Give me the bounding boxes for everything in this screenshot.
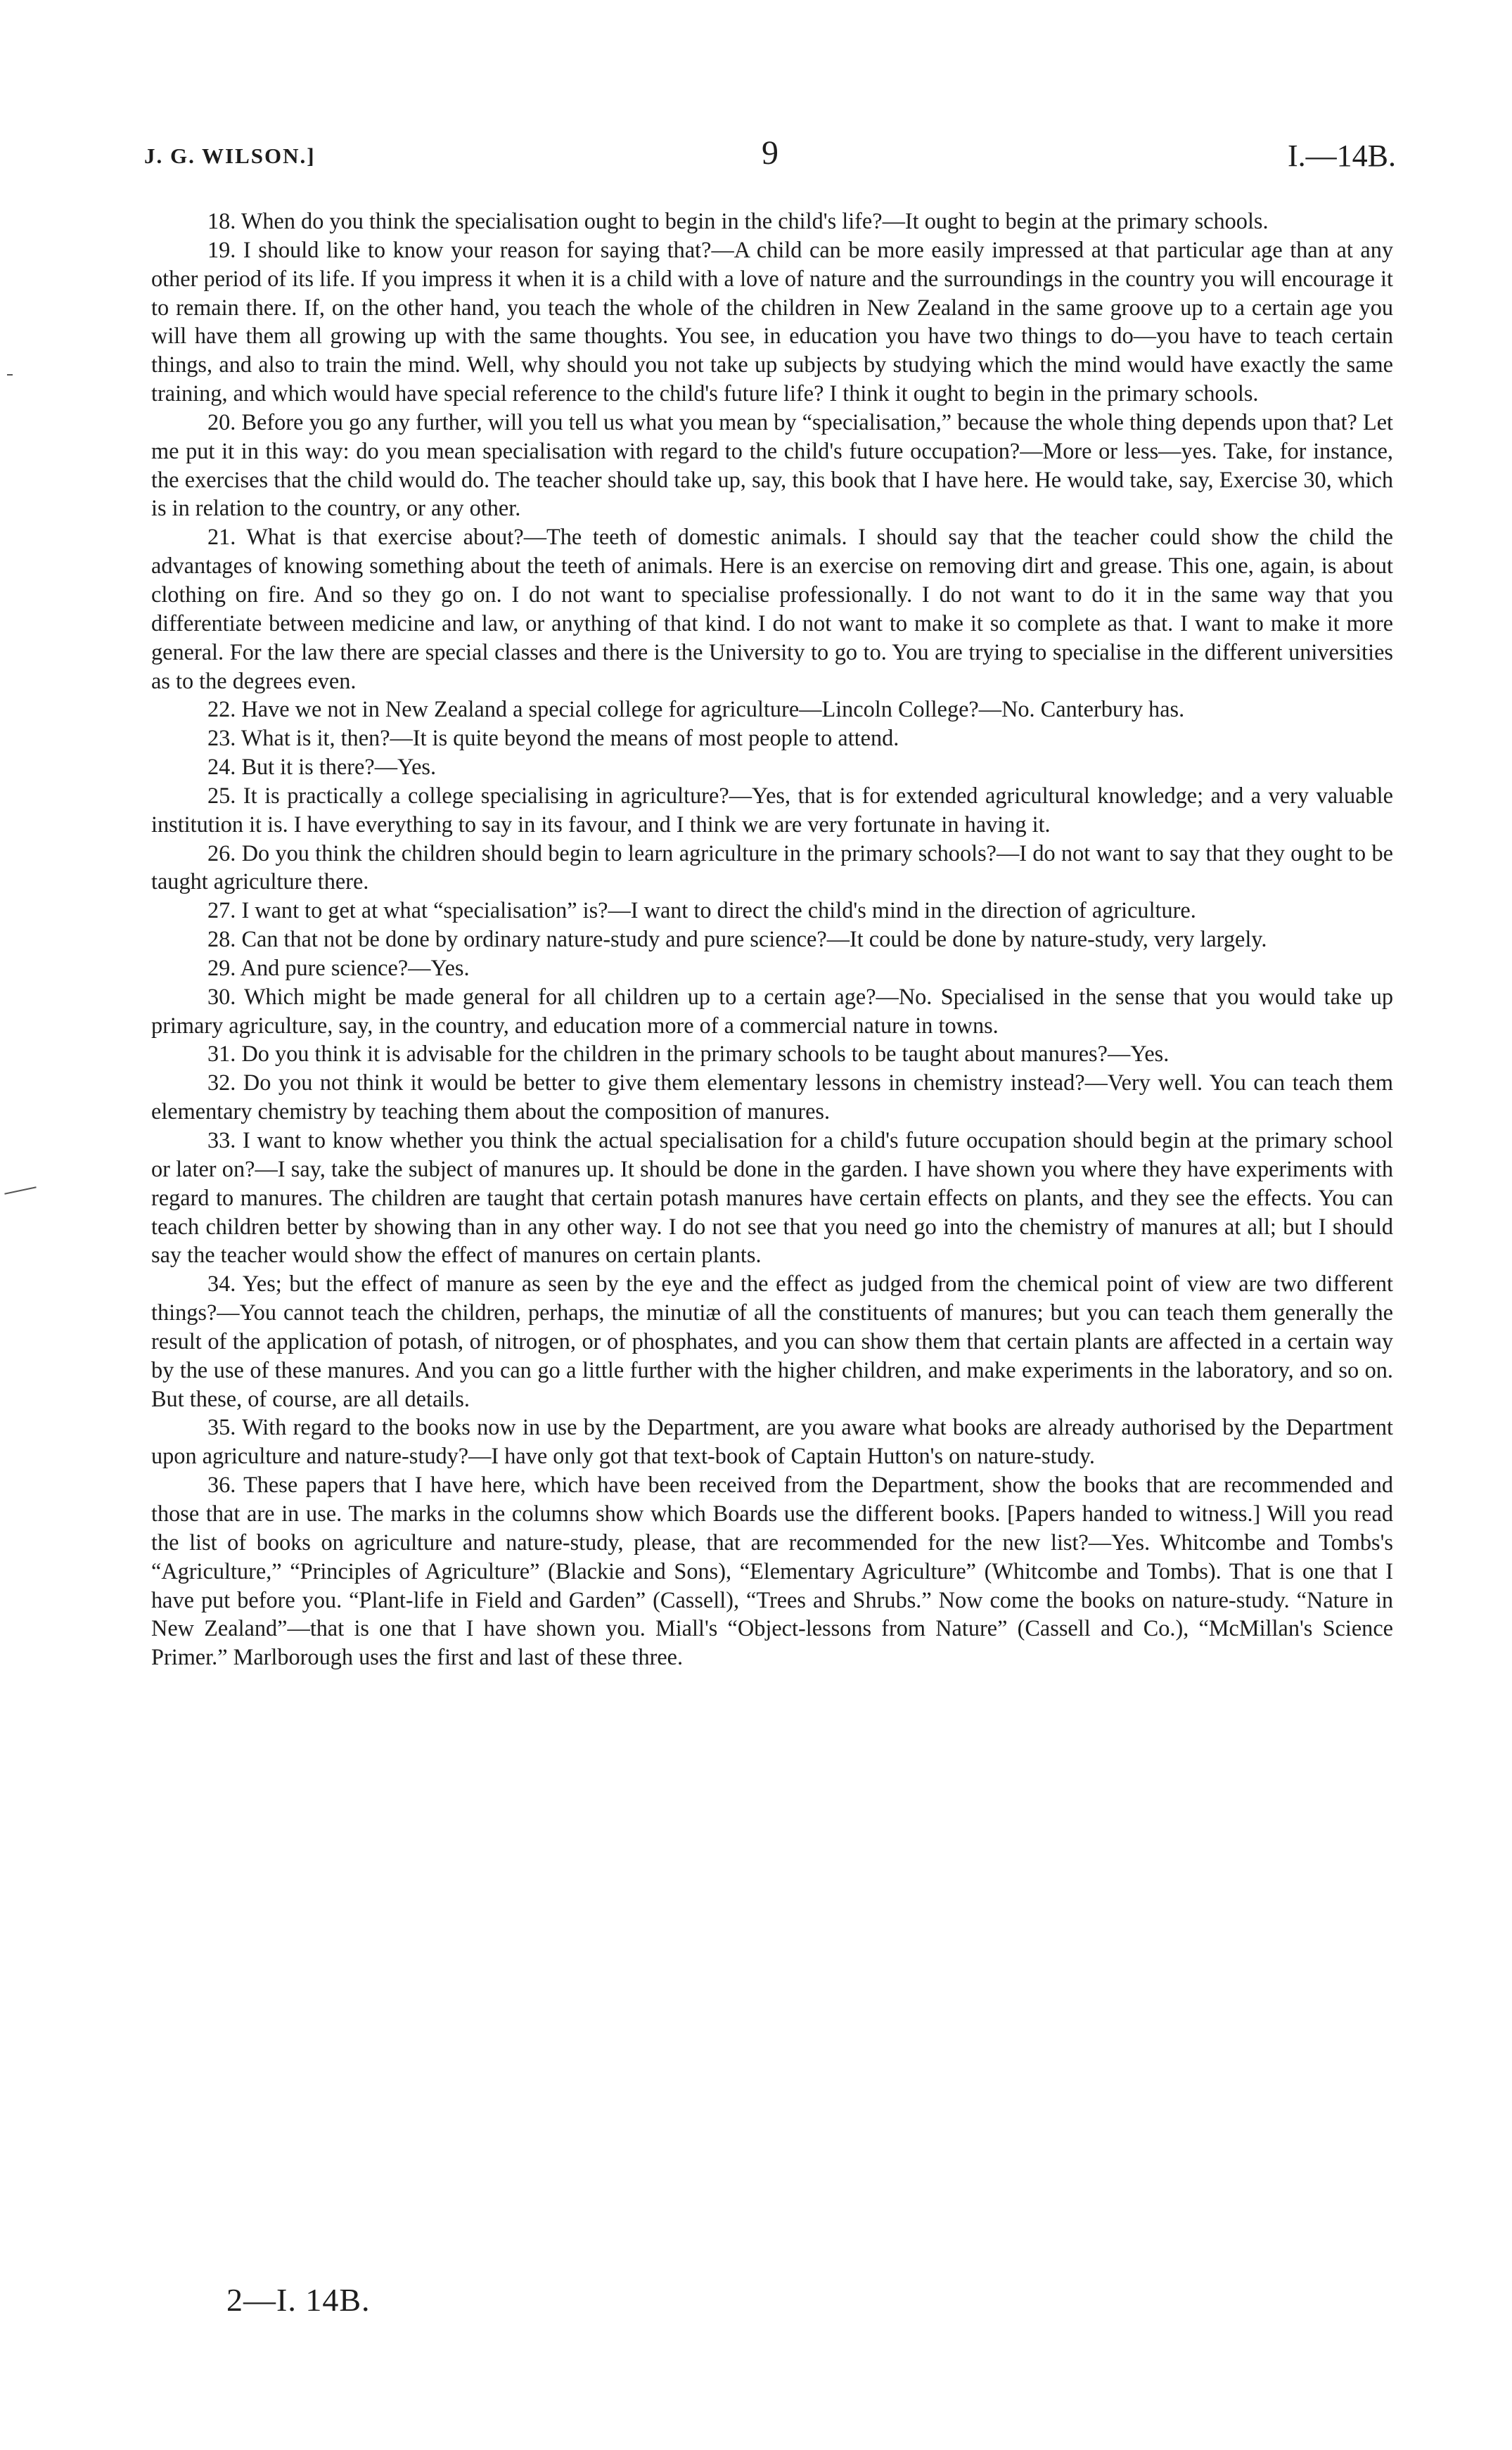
question-27: 27. I want to get at what “specialisation” is?—I want to direct the child's mind in the direction of agriculture. xyxy=(207,897,1196,923)
question-31: 31. Do you think it is advisable for the children in the primary schools to be taught about manures?—Yes. xyxy=(207,1041,1170,1067)
question-26: 26. Do you think the children should begin to learn agriculture in the primary schools?—I do not want to say that they ought to be taught agriculture there. xyxy=(151,840,1393,894)
question-18: 18. When do you think the specialisation ought to begin in the child's life?—It ought to begin at the primary schools. xyxy=(207,208,1269,233)
question-24: 24. But it is there?—Yes. xyxy=(207,754,437,780)
question-28: 28. Can that not be done by ordinary nature-study and pure science?—It could be done by nature-study, very largely. xyxy=(207,926,1267,952)
question-21: 21. What is that exercise about?—The teeth of domestic animals. I should say that the teacher could show the child the advantages of knowing something about the teeth of animals. Here is an exercise on removing dirt and grease. This one, again, is about clothing on fire. And so they go on. I do not want to specialise professionally. I do not want to do it in the same way that you differentiate between medicine and law, or anything of that kind. I do not want to make it so complete as that. I want to make it more general. For the law there are special classes and there is the University to go to. You are trying to specialise in the different universities as to the degrees even. xyxy=(151,524,1393,693)
question-33: 33. I want to know whether you think the actual specialisation for a child's future occupation should begin at the primary school or later on?—I say, take the subject of manures up. It should be done in the garden. I have shown you where they have experiments with regard to manures. The children are taught that certain potash manures have certain effects on plants, and they see the effects. You can teach children better by showing than in any other way. I do not see that you need go into the chemistry of manures at all; but I should say the teacher would show the effect of manures on certain plants. xyxy=(151,1127,1393,1268)
question-20: 20. Before you go any further, will you tell us what you mean by “specialisation,” because the whole thing depends upon that? Let me put it in this way: do you mean specialisation with regard to the child's future occupation?—More or less—yes. Take, for instance, the exercises that the child would do. The teacher should take up, say, this book that I have here. He would take, say, Exercise 30, which is in relation to the country, or any other. xyxy=(151,409,1393,521)
margin-pencil-mark xyxy=(4,1186,36,1195)
question-34: 34. Yes; but the effect of manure as seen by the eye and the effect as judged from the chemical point of view are two different things?—You cannot teach the children, perhaps, the minutiæ of all the constituents of manures; but you can teach them generally the result of the application of potash, of nitrogen, or of phosphates, and you can show them that certain plants are affected in a certain way by the use of these manures. And you can go a little further with the higher children, and make experiments in the laboratory, and so on. But these, of course, are all details. xyxy=(151,1271,1393,1411)
question-36: 36. These papers that I have here, which have been received from the Department, show the books that are recommended and those that are in use. The marks in the columns show which Boards use the different books. [Papers handed to witness.] Will you read the list of books on agriculture and nature-study, please, that are recommended for the new list?—Yes. Whitcombe and Tombs's “Agriculture,” “Principles of Agriculture” (Blackie and Sons), “Elementary Agriculture” (Whitcombe and Tombs). That is one that I have put before you. “Plant-life in Field and Garden” (Cassell), “Trees and Shrubs.” Now come the books on nature-study. “Nature in New Zealand”—that is one that I have shown you. Miall's “Object-lessons from Nature” (Cassell and Co.), “McMillan's Science Primer.” Marlborough uses the first and last of these three. xyxy=(151,1472,1393,1670)
signature-mark: 2—I. 14B. xyxy=(226,2282,371,2318)
question-25: 25. It is practically a college specialising in agriculture?—Yes, that is for extended agricultural knowledge; and a very valuable institution it is. I have everything to say in its favour, and I think we are very fortunate in having it. xyxy=(151,782,1393,837)
transcript-body xyxy=(151,207,1393,1672)
witness-name: J. G. WILSON.] xyxy=(144,143,316,168)
question-22: 22. Have we not in New Zealand a special college for agriculture—Lincoln College?—No. Canterbury has. xyxy=(207,696,1185,722)
question-30: 30. Which might be made general for all children up to a certain age?—No. Specialised in the sense that you would take up primary agriculture, say, in the country, and education more of a commercial nature in towns. xyxy=(151,983,1393,1038)
margin-tick-mark xyxy=(7,374,13,376)
question-23: 23. What is it, then?—It is quite beyond the means of most people to attend. xyxy=(207,725,899,751)
question-32: 32. Do you not think it would be better to give them elementary lessons in chemistry instead?—Very well. You can teach them elementary chemistry by teaching them about the composition of manures. xyxy=(151,1070,1393,1124)
page-header xyxy=(144,134,1396,183)
question-19: 19. I should like to know your reason for saying that?—A child can be more easily impressed at that particular age than at any other period of its life. If you impress it when it is a child with a love of nature and the surroundings in the country you will encourage it to remain there. If, on the other hand, you teach the whole of the children in New Zealand in the same groove up to a certain age you will have them all growing up with the same thoughts. You see, in education you have two things to do—you have to teach certain things, and also to train the mind. Well, why should you not take up subjects by studying which the mind would have exactly the same training, and which would have special reference to the child's future life? I think it ought to begin in the primary schools. xyxy=(151,236,1393,406)
question-29: 29. And pure science?—Yes. xyxy=(207,954,470,980)
page-number: 9 xyxy=(762,134,779,172)
paper-reference: I.—14B. xyxy=(1288,139,1396,173)
question-35: 35. With regard to the books now in use by the Department, are you aware what books are already authorised by the Department upon agriculture and nature-study?—I have only got that text-book of Captain Hutton's on nature-study. xyxy=(151,1414,1393,1469)
